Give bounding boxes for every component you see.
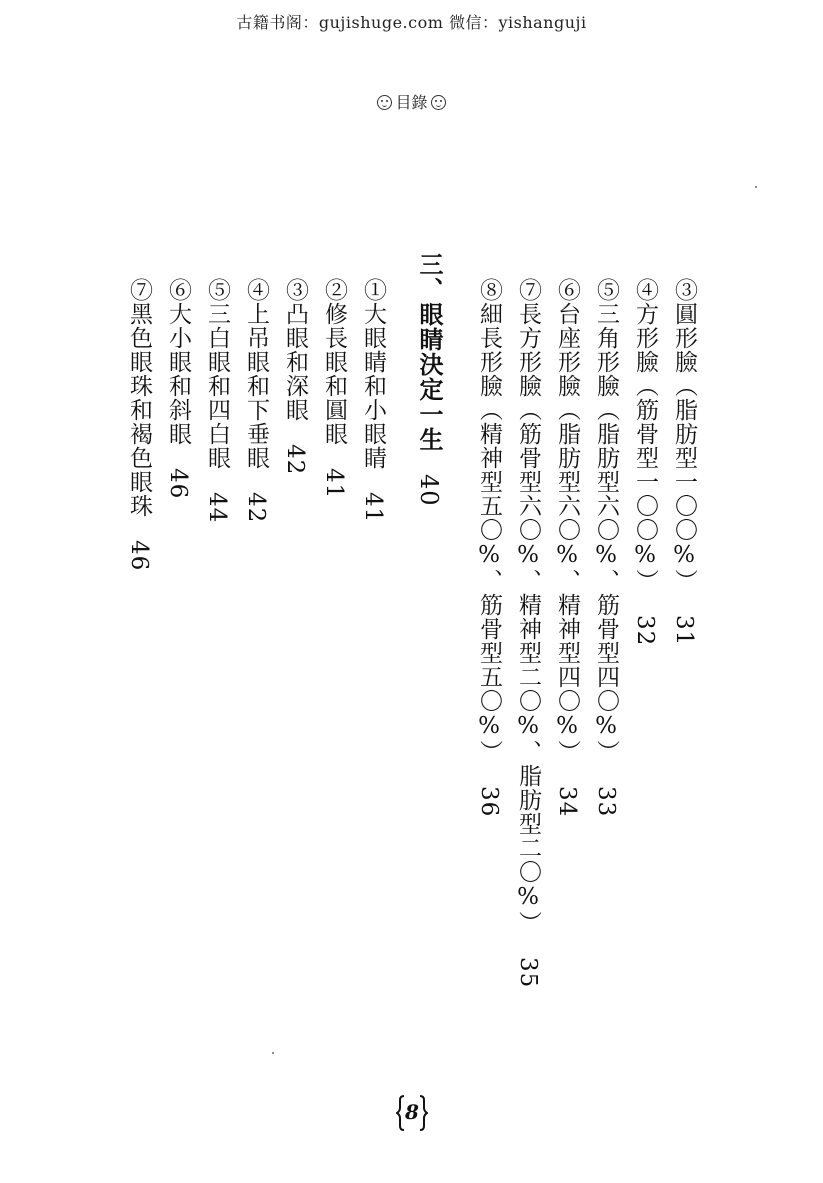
toc-entry-page: 35 (515, 957, 541, 989)
toc-entry-label: ④方形臉（筋骨型一〇〇%） (632, 278, 658, 593)
page-number (396, 1094, 428, 1132)
toc-entry-label: ⑦長方形臉（筋骨型六〇%、精神型二〇%、脂肪型二〇%） (515, 278, 541, 935)
toc-entry-label: ⑥大小眼和斜眼 (165, 278, 191, 446)
toc-entry-page: 34 (554, 786, 580, 818)
toc-entry-label: ⑧細長形臉（精神型五〇%、筋骨型五〇%） (476, 278, 502, 764)
smiley-icon-left (377, 95, 392, 110)
toc-entry (352, 278, 394, 523)
toc-entry (274, 278, 316, 475)
toc-entry (196, 278, 238, 523)
toc-entry-page: 33 (593, 786, 619, 818)
toc-entry-page: 32 (632, 615, 658, 647)
toc-entry-page: 41 (360, 492, 386, 524)
toc-entry (546, 278, 588, 817)
toc-entry-label: ⑤三白眼和四白眼 (204, 278, 230, 470)
smiley-icon-right (431, 95, 446, 110)
toc-entry-page: 31 (671, 615, 697, 647)
toc-entry (313, 278, 355, 499)
page-number-text: 8 (405, 1100, 419, 1124)
toc-chapter-heading (408, 252, 450, 507)
toc-entry-page: 46 (126, 540, 152, 572)
scan-speck (272, 1052, 274, 1054)
toc-entry-page: 36 (476, 786, 502, 818)
toc-entry (663, 278, 705, 646)
toc-entry-label: ⑤三角形臉（脂肪型六〇%、筋骨型四〇%） (593, 278, 619, 764)
toc-entry-page: 41 (321, 468, 347, 500)
toc-entry (118, 278, 160, 571)
toc-chapter-label: 三、眼睛決定一生 (415, 252, 444, 452)
toc-entry (624, 278, 666, 646)
toc-entry-page: 46 (165, 468, 191, 500)
toc-entry-label: ③凸眼和深眼 (282, 278, 308, 422)
toc-entry-label: ①大眼睛和小眼睛 (360, 278, 386, 470)
watermark: 古籍书阁：gujishuge.com 微信：yishanguji (236, 13, 587, 32)
toc-entry-label: ④上吊眼和下垂眼 (243, 278, 269, 470)
toc-chapter-page: 40 (415, 474, 443, 507)
toc-entry-label: ③圓形臉（脂肪型一〇〇%） (671, 278, 697, 593)
toc-entry-page: 44 (204, 492, 230, 524)
toc-entry-page: 42 (282, 444, 308, 476)
toc-entry (507, 278, 549, 988)
toc-entry-label: ②修長眼和圓眼 (321, 278, 347, 446)
scan-speck (755, 186, 757, 188)
toc-entry (157, 278, 199, 499)
toc-entry-label: ⑦黑色眼珠和褐色眼珠 (126, 278, 152, 518)
toc-entry (585, 278, 627, 817)
toc-entry (235, 278, 277, 523)
section-title (0, 90, 823, 113)
toc-entry-label: ⑥台座形臉（脂肪型六〇%、精神型四〇%） (554, 278, 580, 764)
toc-entry-page: 42 (243, 492, 269, 524)
toc-entry (468, 278, 510, 817)
section-title-text: 目錄 (395, 93, 428, 112)
